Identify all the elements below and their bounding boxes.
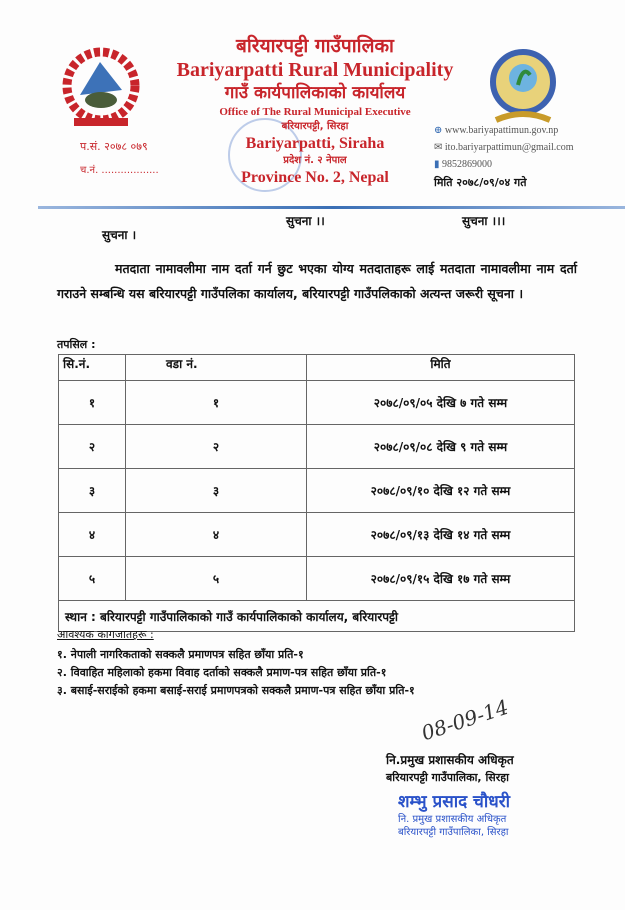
table-row xyxy=(59,425,575,469)
documents-title: आवश्यक कागजातहरू : xyxy=(57,628,154,641)
document-item: २. विवाहित महिलाको हकमा विवाह दर्ताको सक्कलै प्रमाण-पत्र सहित छाँया प्रति-१ xyxy=(57,666,387,679)
cell-serial: ३ xyxy=(59,469,126,513)
signatory-title: नि.प्रमुख प्रशासकीय अधिकृत xyxy=(386,753,514,767)
globe-icon: ⊕ xyxy=(434,125,445,136)
dispatch-number: च.नं. .................. xyxy=(80,165,159,176)
document-item: ३. बसाई-सराईको हकमा बसाई-सराई प्रमाणपत्रको सक्कलै प्रमाण-पत्र सहित छाँया प्रति-१ xyxy=(57,684,415,697)
municipality-name-np: बरियारपट्टी गाउँपालिका xyxy=(236,35,394,57)
document-item: १. नेपाली नागरिकताको सक्कलै प्रमाणपत्र सहित छाँया प्रति-१ xyxy=(57,648,304,661)
notice-heading-1: सुचना । xyxy=(102,228,137,242)
location-text: स्थान : बरियारपट्टी गाउँपालिकाको गाउँ कार्यपालिकाको कार्यालय, बरियारपट्टी xyxy=(59,601,575,632)
cell-date: २०७८/०९/०५ देखि ७ गते सम्म xyxy=(307,381,575,425)
column-header-date: मिति xyxy=(307,355,575,381)
cell-serial: १ xyxy=(59,381,126,425)
cell-date: २०७८/०९/१५ देखि १७ गते सम्म xyxy=(307,557,575,601)
header-divider xyxy=(38,206,625,209)
place-en: Bariyarpatti, Siraha xyxy=(245,135,385,152)
stamp-title: नि. प्रमुख प्रशासकीय अधिकृत xyxy=(398,814,507,825)
notice-heading-2: सुचना ।। xyxy=(286,214,325,228)
phone: ▮ 9852869000 xyxy=(434,159,493,170)
office-name-np: गाउँ कार्यपालिकाको कार्यालय xyxy=(224,83,406,103)
table-header-row xyxy=(59,355,575,381)
cell-date: २०७८/०९/०८ देखि ९ गते सम्म xyxy=(307,425,575,469)
notice-body: मतदाता नामावलीमा नाम दर्ता गर्न छुट भएका योग्य मतदाताहरू लाई मतदाता नामावलीमा नाम दर्ता गराउने सम्बन्धि यस बरियारपट्टी गाउँपलिका कार्यालय, बरियारपट्टी गाउँपलिकाको अत्यन्त जरूरी सूचना । xyxy=(57,261,577,301)
signatory-office: बरियारपट्टी गाउँपालिका, सिरहा xyxy=(386,771,509,784)
stamp-office: बरियारपट्टी गाउँपालिका, सिरहा xyxy=(398,827,509,838)
details-label: तपसिल : xyxy=(57,338,96,351)
phone-icon: ▮ xyxy=(434,159,443,170)
cell-ward: ५ xyxy=(126,557,307,601)
place-np: बरियारपट्टी, सिरहा xyxy=(281,121,349,132)
nepal-emblem-logo xyxy=(62,40,140,132)
mail-icon: ✉ xyxy=(434,142,445,153)
table-row xyxy=(59,513,575,557)
stamp-name: शम्भु प्रसाद चौधरी xyxy=(398,792,511,812)
column-header-ward: वडा नं. xyxy=(126,355,307,381)
schedule-table xyxy=(58,354,575,632)
signatory-stamp xyxy=(398,792,510,839)
cell-ward: २ xyxy=(126,425,307,469)
cell-date: २०७८/०९/१३ देखि १४ गते सम्म xyxy=(307,513,575,557)
cell-serial: ५ xyxy=(59,557,126,601)
cell-ward: ३ xyxy=(126,469,307,513)
email: ✉ ito.bariyarpattimun@gmail.com xyxy=(434,142,574,153)
notice-heading-3: सुचना ।।। xyxy=(462,214,506,228)
location-row xyxy=(59,601,575,632)
province-np: प्रदेश नं. २ नेपाल xyxy=(283,155,347,166)
municipality-logo xyxy=(488,40,558,132)
issue-date: मिति २०७८/०९/०४ गते xyxy=(434,176,527,189)
office-name-en: Office of The Rural Municipal Executive xyxy=(219,106,411,118)
province-en: Province No. 2, Nepal xyxy=(241,169,389,186)
municipality-name-en: Bariyarpatti Rural Municipality xyxy=(176,59,454,81)
cell-serial: २ xyxy=(59,425,126,469)
cell-date: २०७८/०९/१० देखि १२ गते सम्म xyxy=(307,469,575,513)
cell-serial: ४ xyxy=(59,513,126,557)
website: ⊕ www.bariyapattimun.gov.np xyxy=(434,125,559,136)
column-header-serial: सि.नं. xyxy=(59,355,126,381)
cell-ward: ४ xyxy=(126,513,307,557)
table-row xyxy=(59,557,575,601)
table-row xyxy=(59,469,575,513)
cell-ward: १ xyxy=(126,381,307,425)
fiscal-year: प.सं. २०७८ ०७९ xyxy=(80,140,148,153)
table-row xyxy=(59,381,575,425)
handwritten-signature: 08-09-14 xyxy=(418,694,512,746)
